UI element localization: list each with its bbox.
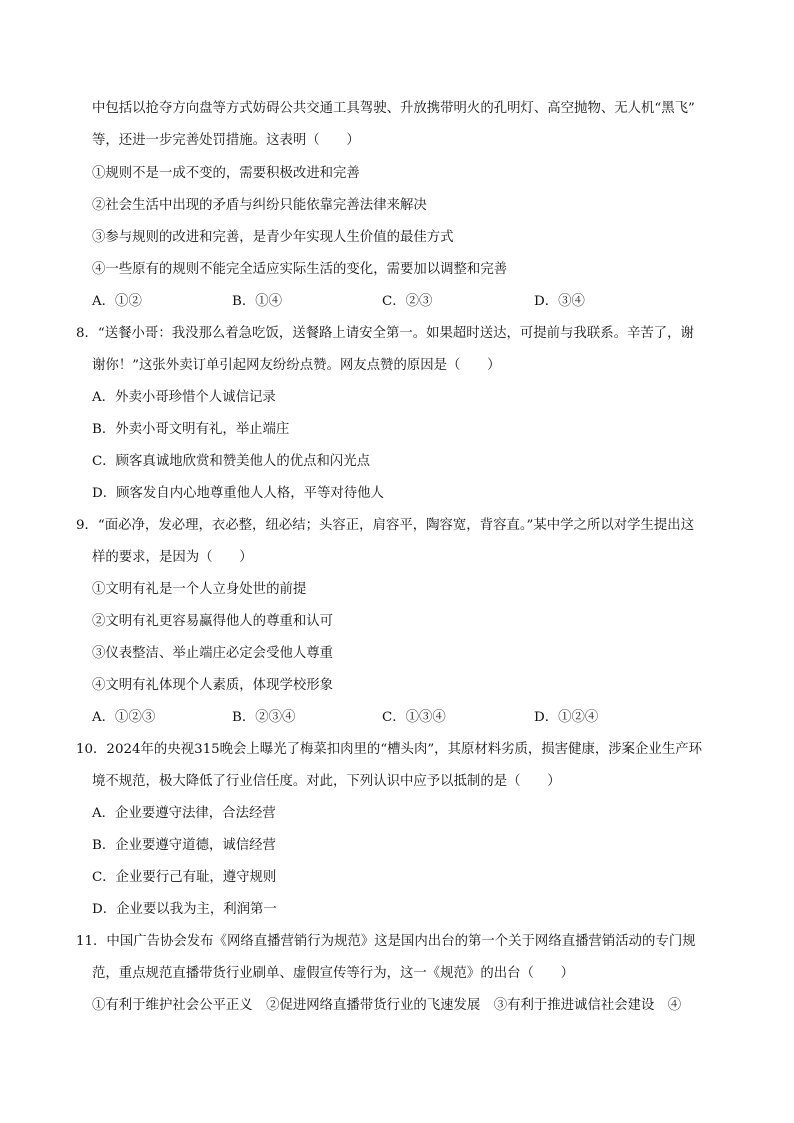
q10-option-c[interactable]: C．企业要行己有耻，遵守规则 xyxy=(92,870,277,885)
q11-stem-line2: 范，重点规范直播带货行业刷单、虚假宣传等行为，这一《规范》的出台（ ） xyxy=(92,966,575,981)
q7-option-a[interactable]: A．①② xyxy=(92,294,142,309)
q10-option-b[interactable]: B．企业要遵守道德，诚信经营 xyxy=(92,838,276,853)
q11-statements: ①有利于维护社会公平正义 ②促进网络直播带货行业的飞速发展 ③有利于推进诚信社会建设 ④ xyxy=(92,998,682,1013)
q7-stem-line1: 中包括以抢夺方向盘等方式妨碍公共交通工具驾驶、升放携带明火的孔明灯、高空抛物、无人机“黑飞” xyxy=(92,101,695,116)
q9-option-b[interactable]: B．②③④ xyxy=(232,710,296,725)
q10-option-a[interactable]: A．企业要遵守法律，合法经营 xyxy=(92,806,276,821)
q11-stem-line1: 11．中国广告协会发布《网络直播营销行为规范》这是国内出台的第一个关于网络直播营销活动的专门规 xyxy=(76,934,696,949)
q7-statement-3: ③参与规则的改进和完善，是青少年实现人生价值的最佳方式 xyxy=(92,230,454,245)
q9-statement-3: ③仪表整洁、举止端庄必定会受他人尊重 xyxy=(92,646,334,661)
q10-option-d[interactable]: D．企业要以我为主，利润第一 xyxy=(92,902,277,917)
q10-stem-line1: 10．2024年的央视315晚会上曝光了梅菜扣肉里的“槽头肉”，其原材料劣质，损害健康，涉案企业生产环 xyxy=(76,742,702,757)
q9-statement-2: ②文明有礼更容易赢得他人的尊重和认可 xyxy=(92,614,334,629)
q7-statement-1: ①规则不是一成不变的，需要积极改进和完善 xyxy=(92,166,360,181)
q9-stem-line1: 9．“面必净，发必理，衣必整，纽必结；头容正，肩容平，陶容宽，背容直。”某中学之所以对学生提出这 xyxy=(76,518,695,533)
q7-statement-2: ②社会生活中出现的矛盾与纠纷只能依靠完善法律来解决 xyxy=(92,198,427,213)
q9-statement-1: ①文明有礼是一个人立身处世的前提 xyxy=(92,582,307,597)
q7-statement-4: ④一些原有的规则不能完全适应实际生活的变化，需要加以调整和完善 xyxy=(92,262,508,277)
q7-option-c[interactable]: C．②③ xyxy=(382,294,433,309)
q8-option-b[interactable]: B．外卖小哥文明有礼，举止端庄 xyxy=(92,422,290,437)
q9-option-a[interactable]: A．①②③ xyxy=(92,710,156,725)
q8-stem-line2: 谢你！”这张外卖订单引起网友纷纷点赞。网友点赞的原因是（ ） xyxy=(92,358,501,373)
q10-stem-line2: 境不规范，极大降低了行业信任度。对此，下列认识中应予以抵制的是（ ） xyxy=(92,774,561,789)
q8-option-d[interactable]: D．顾客发自内心地尊重他人人格，平等对待他人 xyxy=(92,486,384,501)
q7-option-d[interactable]: D．③④ xyxy=(534,294,585,309)
q7-stem-line2: 等，还进一步完善处罚措施。这表明（ ） xyxy=(92,133,360,148)
q7-option-b[interactable]: B．①④ xyxy=(232,294,283,309)
q9-statement-4: ④文明有礼体现个人素质，体现学校形象 xyxy=(92,678,334,693)
q9-option-c[interactable]: C．①③④ xyxy=(382,710,446,725)
q8-option-c[interactable]: C．顾客真诚地欣赏和赞美他人的优点和闪光点 xyxy=(92,454,371,469)
q8-stem-line1: 8．“送餐小哥：我没那么着急吃饭，送餐路上请安全第一。如果超时送达，可提前与我联系。辛苦了，谢 xyxy=(76,326,694,341)
q9-stem-line2: 样的要求，是因为（ ） xyxy=(92,550,253,565)
q9-option-d[interactable]: D．①②④ xyxy=(534,710,599,725)
q8-option-a[interactable]: A．外卖小哥珍惜个人诚信记录 xyxy=(92,390,276,405)
